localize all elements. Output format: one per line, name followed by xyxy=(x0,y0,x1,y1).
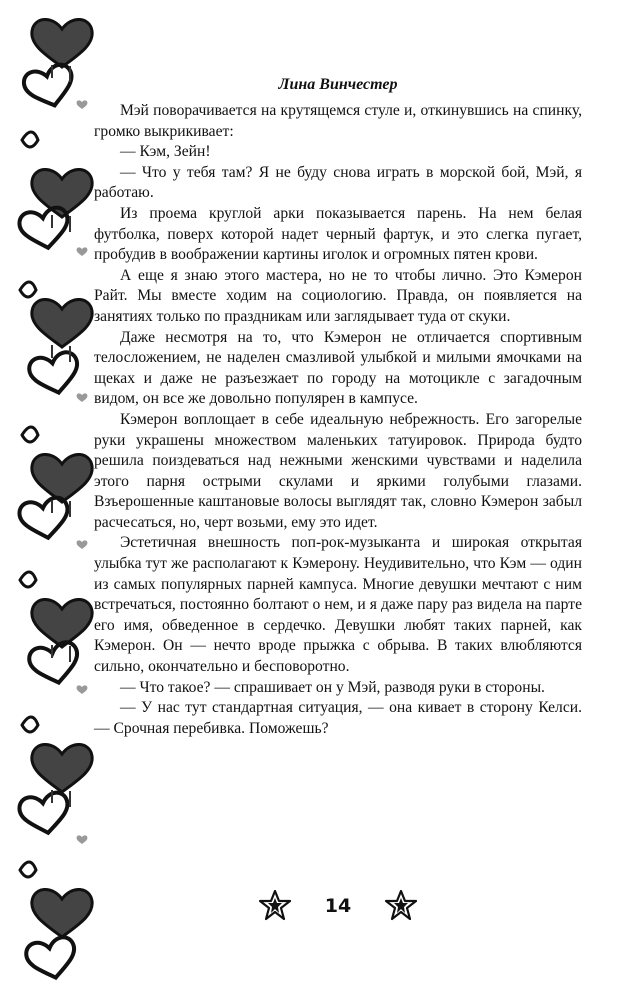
heart-small-icon xyxy=(77,393,88,402)
paragraph: — У нас тут стандартная ситуация, — она кивает в сторону Келси. — Срочная перебивка. Поможешь? xyxy=(94,699,582,737)
heart-icon xyxy=(32,299,92,347)
squiggle-icon xyxy=(22,427,38,442)
paragraph: Даже несмотря на то, что Кэмерон не отличается спортивным телосложением, не наделен смазливой улыбкой и милыми ямочками на щеках и даже не разъезжает по городу на мотоцикле с загадочным видом, он все же довольно популярен в кампусе. xyxy=(94,328,582,408)
body-text xyxy=(94,101,582,739)
squiggle-icon xyxy=(22,132,38,147)
heart-small-icon xyxy=(77,685,88,694)
heart-icon xyxy=(32,599,92,647)
heart-small-icon xyxy=(77,100,88,109)
squiggle-icon xyxy=(22,717,38,732)
paragraph: — Что у тебя там? Я не буду снова играть в морской бой, Мэй, я работаю. xyxy=(94,163,582,202)
page-footer xyxy=(94,890,582,922)
paragraph: Кэмерон воплощает в себе идеальную небрежность. Его загорелые руки украшены множеством маленьких татуировок. Природа будто решила поиздеваться над нежными женскими чувствами и наделила этого парня острыми скулами и яркими голубыми глазами. Взъерошенные каштановые волосы выглядят так, словно Кэмерон забыл расчесаться, но, черт возьми, ему это идет. xyxy=(94,410,582,531)
heart-outline-icon xyxy=(18,496,72,542)
page-number: 14 xyxy=(324,895,352,917)
paragraph: Мэй поворачивается на крутящемся стуле и, откинувшись на спинку, громко выкрикивает: xyxy=(94,102,582,140)
heart-icon xyxy=(32,889,92,937)
squiggle-icon xyxy=(20,282,36,297)
paragraph: Эстетичная внешность поп-рок-музыканта и широкая открытая улыбка тут же располагают к Кэмерону. Неудивительно, что Кэм — один из самых популярных парней кампуса. Многие девушки мечтают с ним встречаться, постоянно болтают о нем, и я даже пару раз видела на парте его имя, обведенное в сердечко. Девушки любят таких парней, как Кэмерон. Он — нечто вроде прыжка с обрыва. В таких влюбляются сильно, окончательно и бесповоротно. xyxy=(94,534,582,676)
paragraph: — Кэм, Зейн! xyxy=(120,143,211,161)
heart-small-icon xyxy=(77,835,88,844)
heart-outline-icon xyxy=(27,640,82,687)
squiggle-icon xyxy=(20,572,36,587)
star-icon xyxy=(259,890,291,922)
paragraph: Из проема круглой арки показывается парень. На нем белая футболка, поверх которой надет черный фартук, и это слегка пугает, пробудив в воображении картины иголок и огромных пятен крови. xyxy=(94,204,582,264)
heart-outline-icon xyxy=(18,791,72,837)
heart-icon xyxy=(32,744,92,792)
heart-icon xyxy=(32,19,92,67)
heart-icon xyxy=(32,454,92,502)
hearts-margin-decoration xyxy=(0,0,100,1000)
paragraph: А еще я знаю этого мастера, но не то чтобы лично. Это Кэмерон Райт. Мы вместе ходим на социологию. Правда, он появляется на занятиях только по праздникам или заглядывает туда от скуки. xyxy=(94,266,582,325)
running-title: Лина Винчестер xyxy=(278,76,398,93)
heart-outline-icon xyxy=(24,935,79,982)
paragraph: — Что такое? — спрашивает он у Мэй, разводя руки в стороны. xyxy=(120,678,545,696)
heart-small-icon xyxy=(77,247,88,256)
squiggle-icon xyxy=(20,862,36,877)
heart-outline-icon xyxy=(27,350,82,397)
heart-outline-icon xyxy=(18,206,72,252)
star-icon xyxy=(385,890,417,922)
heart-small-icon xyxy=(77,540,88,549)
